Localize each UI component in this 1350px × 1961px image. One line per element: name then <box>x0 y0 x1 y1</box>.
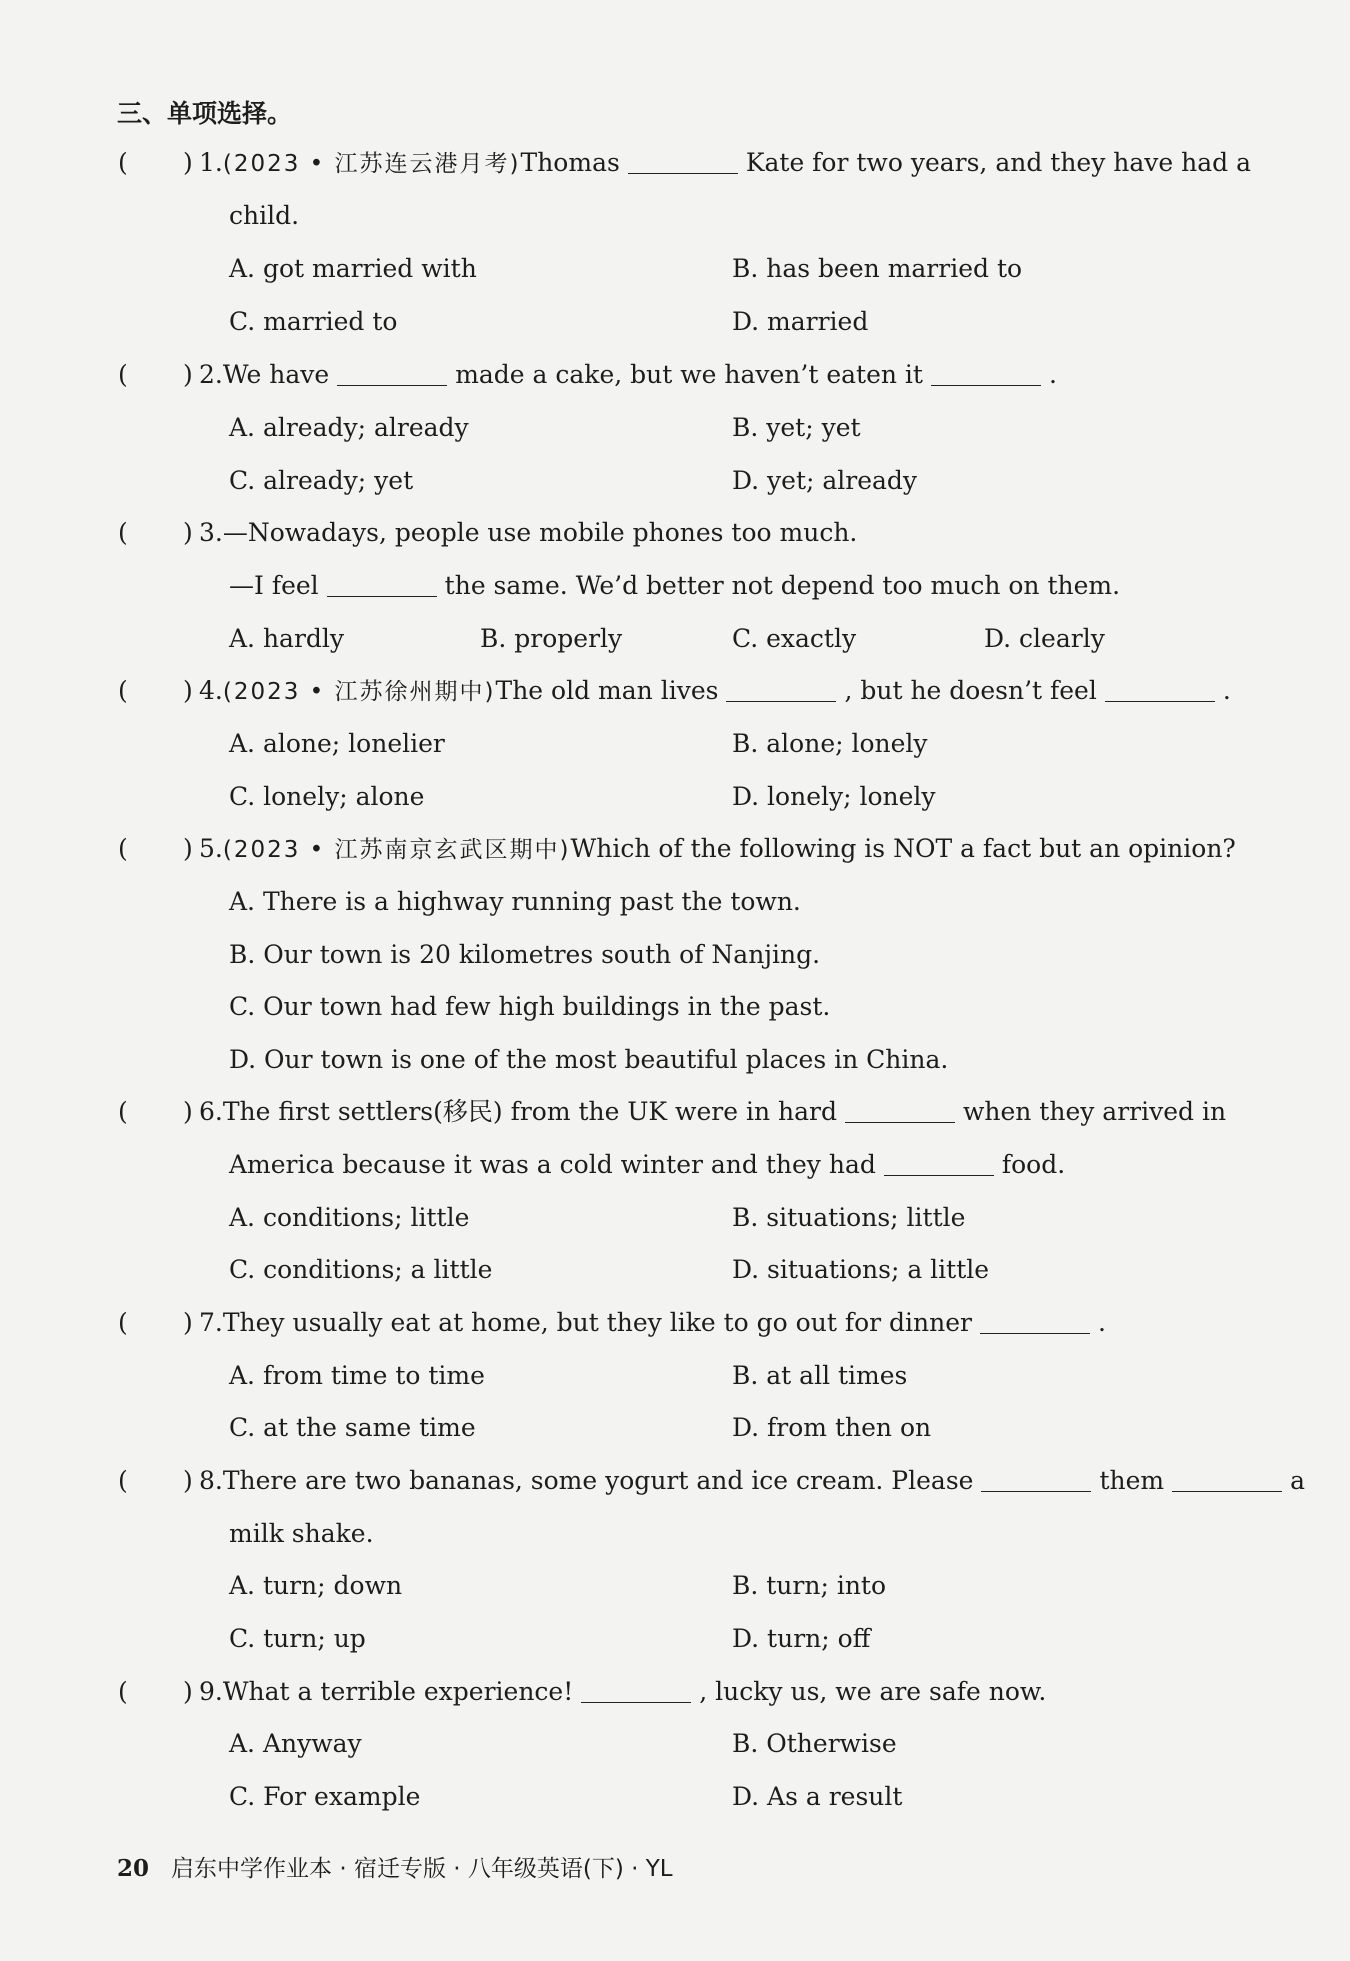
option-c: C. exactly <box>732 624 857 653</box>
option-a: A. turn; down <box>229 1571 403 1600</box>
option-c: C. Our town had few high buildings in the past. <box>229 992 831 1021</box>
answer-paren-close: ) <box>183 360 193 389</box>
question-stem: 8.There are two bananas, some yogurt and ice cream. Please them a <box>199 1466 1306 1495</box>
option-a: A. got married with <box>229 254 477 283</box>
answer-blank <box>337 359 447 386</box>
page-footer <box>117 1850 673 1883</box>
answer-paren-open: ( <box>118 148 128 177</box>
answer-blank <box>980 1307 1090 1334</box>
question-stem: 4.(2023 • 江苏徐州期中)The old man lives , but he doesn’t feel . <box>199 676 1231 705</box>
option-b: B. turn; into <box>732 1571 887 1600</box>
question-stem: 7.They usually eat at home, but they like to go out for dinner . <box>199 1308 1106 1337</box>
section-title: 三、单项选择。 <box>117 99 293 128</box>
answer-blank <box>1105 675 1215 702</box>
option-c: C. at the same time <box>229 1413 476 1442</box>
question-stem: 3.—Nowadays, people use mobile phones too much. <box>199 518 858 547</box>
option-d: D. As a result <box>732 1782 903 1811</box>
answer-paren-open: ( <box>118 1466 128 1495</box>
answer-paren-close: ) <box>183 834 193 863</box>
answer-blank <box>1172 1465 1282 1492</box>
page-number: 20 <box>117 1855 150 1882</box>
answer-paren-open: ( <box>118 1308 128 1337</box>
option-c: C. For example <box>229 1782 421 1811</box>
option-b: B. Our town is 20 kilometres south of Nanjing. <box>229 940 821 969</box>
option-d: D. from then on <box>732 1413 932 1442</box>
question-stem: 1.(2023 • 江苏连云港月考)Thomas Kate for two years, and they have had a <box>199 148 1252 177</box>
answer-paren-close: ) <box>183 1677 193 1706</box>
answer-blank <box>327 570 437 597</box>
question-continuation: —I feel the same. We’d better not depend too much on them. <box>229 571 1121 600</box>
option-d: D. turn; off <box>732 1624 871 1653</box>
answer-blank <box>845 1096 955 1123</box>
question-continuation: America because it was a cold winter and they had food. <box>229 1150 1066 1179</box>
answer-paren-close: ) <box>183 676 193 705</box>
option-c: C. turn; up <box>229 1624 366 1653</box>
option-a: A. There is a highway running past the town. <box>229 887 801 916</box>
question-stem: 6.The first settlers(移民) from the UK were in hard when they arrived in <box>199 1097 1227 1126</box>
option-d: D. Our town is one of the most beautiful places in China. <box>229 1045 949 1074</box>
answer-paren-open: ( <box>118 834 128 863</box>
answer-blank <box>931 359 1041 386</box>
question-source: (2023 • 江苏徐州期中) <box>222 679 496 705</box>
option-c: C. already; yet <box>229 466 414 495</box>
answer-blank <box>726 675 836 702</box>
option-a: A. conditions; little <box>229 1203 470 1232</box>
option-b: B. has been married to <box>732 254 1023 283</box>
option-b: B. alone; lonely <box>732 729 928 758</box>
option-a: A. Anyway <box>229 1729 362 1758</box>
answer-paren-open: ( <box>118 1677 128 1706</box>
option-d: D. married <box>732 307 869 336</box>
question-continuation: milk shake. <box>229 1519 374 1548</box>
answer-blank <box>981 1465 1091 1492</box>
option-a: A. already; already <box>229 413 469 442</box>
option-b: B. properly <box>480 624 623 653</box>
question-stem: 2.We have made a cake, but we haven’t eaten it . <box>199 360 1057 389</box>
option-c: C. married to <box>229 307 398 336</box>
answer-paren-close: ) <box>183 1308 193 1337</box>
question-source: (2023 • 江苏南京玄武区期中) <box>222 837 571 863</box>
answer-paren-open: ( <box>118 676 128 705</box>
answer-blank <box>884 1149 994 1176</box>
option-b: B. yet; yet <box>732 413 861 442</box>
option-a: A. hardly <box>229 624 345 653</box>
question-source: (2023 • 江苏连云港月考) <box>222 151 521 177</box>
question-continuation: child. <box>229 201 300 230</box>
answer-paren-close: ) <box>183 148 193 177</box>
option-b: B. situations; little <box>732 1203 966 1232</box>
answer-paren-close: ) <box>183 518 193 547</box>
answer-paren-open: ( <box>118 1097 128 1126</box>
answer-blank <box>581 1676 691 1703</box>
option-a: A. alone; lonelier <box>229 729 445 758</box>
answer-paren-open: ( <box>118 518 128 547</box>
book-title: 启东中学作业本 · 宿迁专版 · 八年级英语(下) · YL <box>171 1856 673 1882</box>
answer-blank <box>628 147 738 174</box>
option-b: B. Otherwise <box>732 1729 897 1758</box>
option-a: A. from time to time <box>229 1361 485 1390</box>
option-c: C. lonely; alone <box>229 782 425 811</box>
option-d: D. clearly <box>984 624 1105 653</box>
option-d: D. lonely; lonely <box>732 782 936 811</box>
option-d: D. yet; already <box>732 466 918 495</box>
option-c: C. conditions; a little <box>229 1255 493 1284</box>
option-d: D. situations; a little <box>732 1255 990 1284</box>
answer-paren-open: ( <box>118 360 128 389</box>
option-b: B. at all times <box>732 1361 908 1390</box>
answer-paren-close: ) <box>183 1097 193 1126</box>
question-stem: 5.(2023 • 江苏南京玄武区期中)Which of the following is NOT a fact but an opinion? <box>199 834 1236 863</box>
question-stem: 9.What a terrible experience! , lucky us, we are safe now. <box>199 1677 1047 1706</box>
answer-paren-close: ) <box>183 1466 193 1495</box>
